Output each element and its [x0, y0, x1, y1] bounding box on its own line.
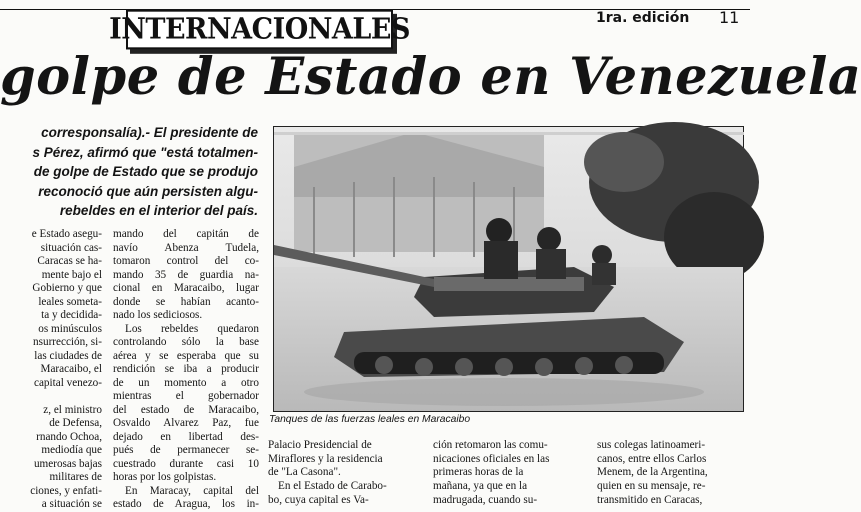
text-line: mediodía que: [41, 444, 102, 456]
text-line: z, el ministro: [43, 403, 102, 416]
text-line: canos, entre ellos Carlos: [597, 452, 707, 465]
text-line: En el Estado de Carabo-: [278, 480, 387, 493]
section-title: INTERNACIONALES: [109, 12, 410, 47]
text-line: [0, 390, 102, 404]
text-line: de un momento a otro: [113, 376, 259, 389]
text-line: transmitido en Caracas,: [597, 493, 703, 506]
text-line: Gobierno y que: [32, 282, 102, 294]
lead-line: corresponsalía).- El presidente de: [41, 125, 258, 140]
text-line: Maracaibo, el: [40, 363, 102, 375]
text-line: sus colegas latinoameri-: [597, 439, 706, 451]
text-line: primeras horas de la: [433, 466, 524, 479]
tank-photo: [273, 126, 744, 412]
text-line: mando del capitán de: [113, 228, 259, 240]
text-line: madrugada, cuando su-: [433, 493, 538, 506]
text-line: Osvaldo Alvarez Paz, fue: [113, 417, 259, 429]
text-line: mientras el gobernador: [113, 390, 259, 402]
text-line: cional en Maracaibo, lugar: [113, 282, 259, 294]
text-line: En Maracay, capital del: [125, 484, 259, 497]
lead-line: s Pérez, afirmó que "está totalmen-: [32, 144, 258, 160]
bottom-column-a: [268, 439, 416, 508]
bottom-column-c: [597, 439, 747, 508]
text-line: capital venezo-: [33, 376, 102, 389]
edition-label: 1ra. edición: [596, 10, 690, 26]
text-line: rnando Ochoa,: [36, 430, 102, 443]
text-line: dejado en libertad des-: [113, 430, 259, 443]
text-line: situación cas-: [40, 241, 102, 254]
lead-paragraph: [0, 123, 258, 221]
text-line: bo, cuya capital es Va-: [268, 493, 369, 506]
text-line: estado de Aragua, los in-: [113, 498, 259, 510]
text-line: navío Abenza Tudela,: [113, 241, 259, 254]
text-line: cuestrado durante casi 10: [113, 457, 259, 470]
text-line: rendición se iba a producir: [113, 363, 259, 375]
text-line: a situación se: [41, 498, 102, 510]
page-number: 11: [719, 8, 740, 27]
text-line: ta y decidida-: [41, 309, 102, 321]
text-line: leales someta-: [38, 295, 102, 308]
article-column-1: [0, 228, 102, 512]
text-line: de "La Casona".: [268, 466, 341, 479]
tank-photo-image: [274, 127, 743, 411]
text-line: os minúsculos: [38, 322, 102, 335]
lead-line: de golpe de Estado que se produjo: [33, 164, 258, 179]
text-line: mente bajo el: [41, 268, 102, 281]
text-line: aérea y se esperaba que su: [113, 349, 259, 362]
lead-line: rebeldes en el interior del país.: [59, 203, 258, 218]
text-line: donde se habían acanto-: [113, 295, 259, 308]
article-column-2: [113, 228, 259, 512]
text-line: ciones, y enfati-: [30, 484, 102, 497]
bottom-column-b: [433, 439, 581, 508]
photo-caption: Tanques de las fuerzas leales en Maracaibo: [269, 414, 471, 425]
text-line: de Defensa,: [49, 417, 102, 429]
text-line: horas por los golpistas.: [113, 471, 217, 483]
text-line: del estado de Maracaibo,: [113, 403, 259, 416]
text-line: Los rebeldes quedaron: [125, 322, 259, 335]
text-line: e Estado asegu-: [31, 228, 102, 240]
text-line: las ciudades de: [34, 349, 102, 362]
section-banner: [109, 10, 410, 50]
text-line: Miraflores y la residencia: [268, 452, 383, 465]
text-line: Palacio Presidencial de: [268, 439, 372, 451]
text-line: ción retomaron las comu-: [433, 439, 548, 451]
text-line: pués de permanecer se-: [113, 444, 259, 456]
text-line: controlando sólo la base: [113, 336, 259, 348]
text-line: umerosas bajas: [33, 457, 102, 470]
text-line: nado los sediciosos.: [113, 309, 203, 321]
text-line: quien en su mensaje, re-: [597, 480, 706, 493]
lead-line: reconoció que aún persisten algu-: [38, 183, 258, 199]
text-line: mando 35 de guardia na-: [113, 268, 259, 281]
text-line: Caracas se ha-: [37, 255, 102, 267]
text-line: Menem, de la Argentina,: [597, 466, 708, 479]
text-line: nsurrección, si-: [33, 336, 102, 348]
text-line: tomaron control del co-: [113, 255, 259, 267]
text-line: militares de: [49, 471, 102, 483]
text-line: mañana, ya que en la: [433, 480, 528, 493]
headline: golpe de Estado en Venezuela: [0, 47, 861, 107]
text-line: nicaciones oficiales en las: [433, 452, 550, 465]
